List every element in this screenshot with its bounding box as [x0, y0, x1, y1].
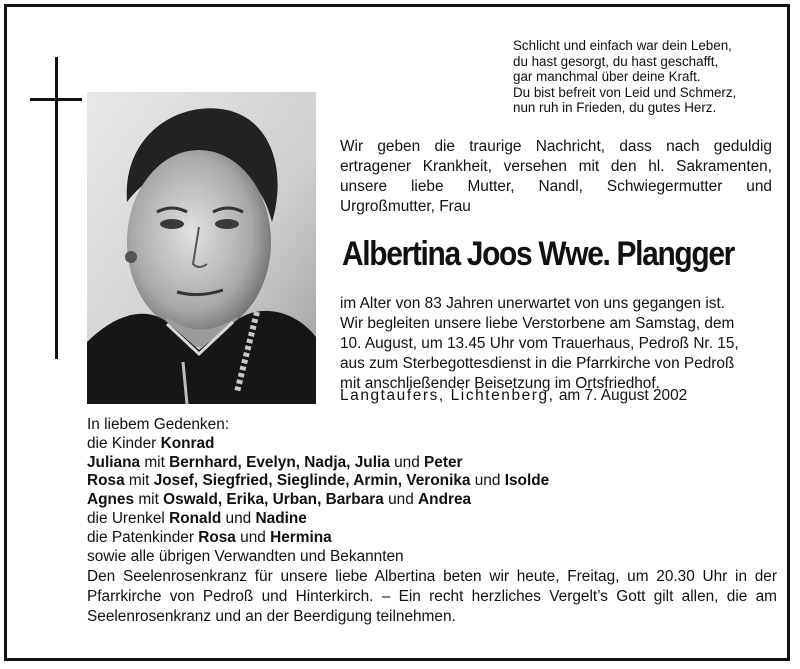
text: und	[389, 453, 425, 471]
text: mit	[140, 453, 170, 471]
mourner-name: Agnes	[87, 491, 135, 509]
deceased-name: Albertina Joos Wwe. Plangger	[342, 235, 734, 273]
place-date-line	[340, 386, 772, 406]
poem-line: gar manchmal über deine Kraft.	[513, 69, 701, 85]
mourner-name: Oswald, Erika, Urban, Barbara	[163, 491, 384, 509]
text: und	[235, 528, 271, 546]
mourner-line	[87, 491, 647, 510]
mourners-list	[87, 416, 647, 566]
mourner-line	[87, 529, 647, 548]
mourner-line	[87, 472, 647, 491]
mourner-name: Bernhard, Evelyn, Nadja, Julia	[169, 453, 390, 471]
rosary-notice: Den Seelenrosenkranz für unsere liebe Albertina beten wir heute, Freitag, um 20.30 Uhr in der Pfarrkirche von Pedroß und Hinterkirch. – Ein recht herzliches Vergelt’s Gott gilt allen, die am Seelenrosenkranz und an der Beerdigung teilnehmen.	[87, 568, 777, 625]
mourner-name: Isolde	[504, 472, 550, 490]
text: und	[470, 472, 505, 490]
mourner-name: Peter	[424, 453, 463, 471]
place: Langtaufers, Lichtenberg,	[340, 387, 555, 404]
announcement-body	[340, 294, 772, 394]
text: mit	[124, 472, 154, 490]
text: und	[383, 491, 419, 509]
poem-line: nun ruh in Frieden, du gutes Herz.	[513, 100, 717, 116]
text: die Urenkel	[87, 509, 170, 527]
text: mit	[134, 491, 164, 509]
poem-line: du hast gesorgt, du hast geschafft,	[513, 53, 719, 69]
portrait-photo	[87, 92, 316, 404]
mourner-name: Konrad	[160, 434, 215, 452]
announcement-intro: Wir geben die traurige Nachricht, dass nach geduldig ertragener Krankheit, versehen mit den hl. Sakramenten, unsere liebe Mutter, Nandl, Schwiegermutter und Urgroßmutter, Frau	[340, 138, 772, 215]
mourner-name: Ronald	[169, 509, 222, 527]
text: und	[221, 509, 256, 527]
poem	[513, 38, 778, 116]
body-line: Wir begleiten unsere liebe Verstorbene am Samstag, dem	[340, 315, 735, 332]
mourner-name: Juliana	[87, 453, 141, 471]
mourner-name: Nadine	[255, 509, 307, 527]
poem-line: Schlicht und einfach war dein Leben,	[513, 38, 732, 53]
mourner-line	[87, 435, 647, 454]
text: die Kinder	[87, 434, 161, 452]
mourner-name: Rosa	[198, 528, 236, 546]
mourners-closing: sowie alle übrigen Verwandten und Bekannten	[87, 547, 404, 565]
mourners-heading: In liebem Gedenken:	[87, 416, 230, 433]
mourner-name: Hermina	[270, 528, 332, 546]
mourner-line	[87, 454, 647, 473]
poem-line: Du bist befreit von Leid und Schmerz,	[513, 84, 737, 100]
body-line: mit anschließender Beisetzung im Ortsfriedhof.	[340, 375, 660, 392]
body-line: aus zum Sterbegottesdienst in die Pfarrkirche von Pedroß	[340, 355, 735, 372]
mourner-name: Josef, Siegfried, Sieglinde, Armin, Veronika	[153, 472, 471, 490]
mourner-name: Rosa	[87, 472, 125, 490]
mourner-line	[87, 510, 647, 529]
body-line: 10. August, um 13.45 Uhr vom Trauerhaus, Pedroß Nr. 15,	[340, 335, 739, 352]
mourner-name: Andrea	[418, 491, 472, 509]
text: die Patenkinder	[87, 528, 199, 546]
date: am 7. August 2002	[558, 387, 688, 404]
body-line: im Alter von 83 Jahren unerwartet von uns gegangen ist.	[340, 295, 725, 312]
